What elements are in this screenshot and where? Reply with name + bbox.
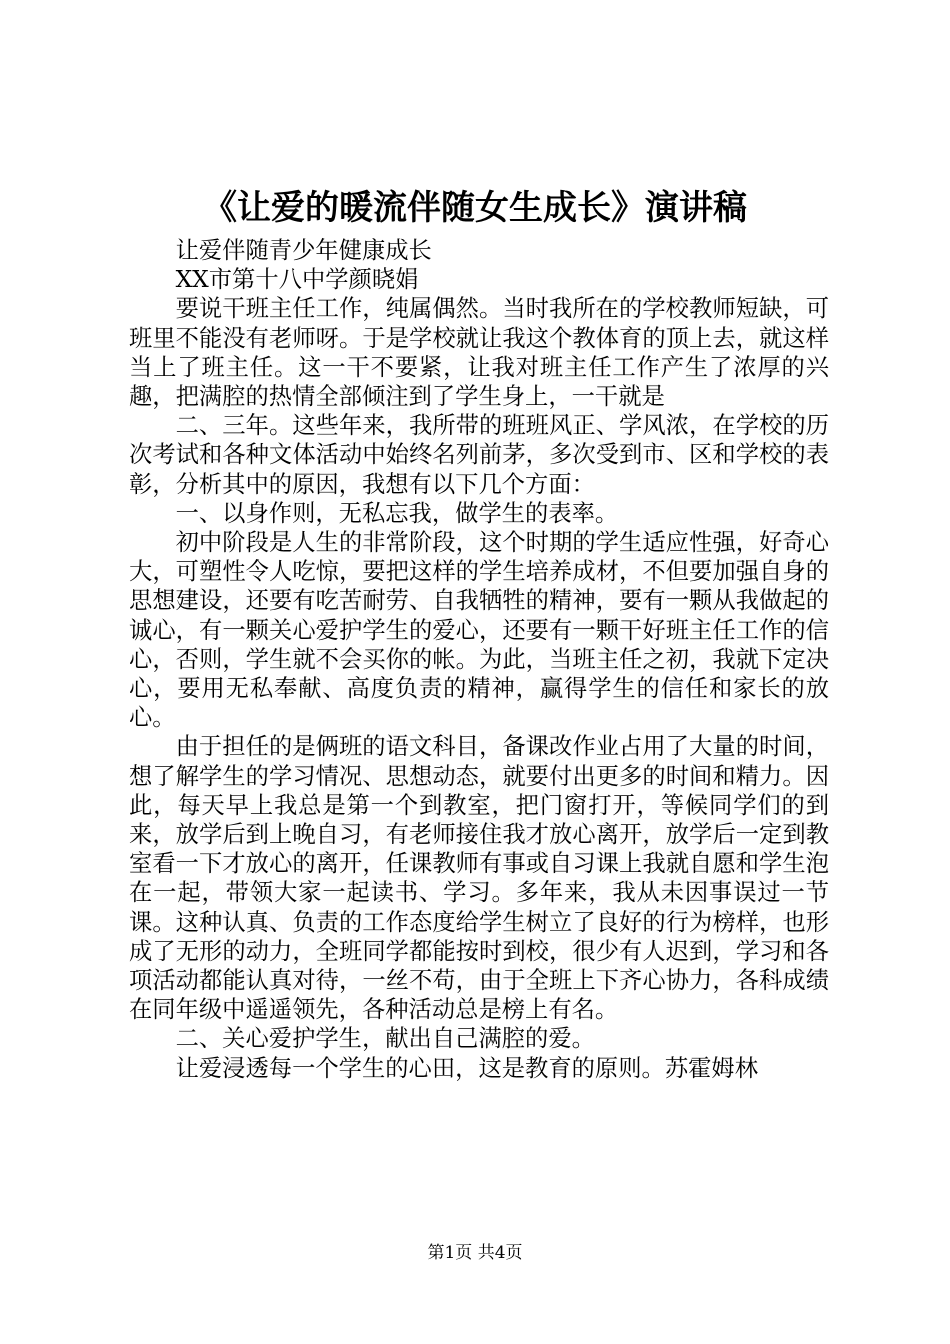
subtitle-paragraph: 让爱伴随青少年健康成长 [175,237,432,264]
document-title: 《让爱的暖流伴随女生成长》演讲稿 [203,188,747,228]
author-paragraph: XX市第十八中学颜晓娟 [175,266,419,294]
body-paragraph: 让爱浸透每一个学生的心田，这是教育的原则。苏霍姆林 [175,1054,759,1082]
body-paragraph: 初中阶段是人生的非常阶段，这个时期的学生适应性强，好奇心大，可塑性令人吃惊，要把这样的学生培养成材，不但要加强自身的思想建设，还要有吃苦耐劳、自我牺牲的精神，要有一颗从我做起的诚心，有一颗关心爱护学生的爱心，还要有一颗干好班主任工作的信心，否则，学生就不会买你的帐。为此，当班主任之初，我就下定决心，要用无私奉献、高度负责的精神，赢得学生的信任和家长的放心。 [129,529,829,732]
section-heading: 一、以身作则，无私忘我，做学生的表率。 [175,499,619,527]
document-body [129,236,829,1083]
body-paragraph: 二、三年。这些年来，我所带的班班风正、学风浓，在学校的历次考试和各种文体活动中始终名列前茅，多次受到市、区和学校的表彰，分析其中的原因，我想有以下几个方面： [129,412,829,498]
body-paragraph: 由于担任的是俩班的语文科目，备课改作业占用了大量的时间，想了解学生的学习情况、思想动态，就要付出更多的时间和精力。因此，每天早上我总是第一个到教室，把门窗打开，等候同学们的到来，放学后到上晚自习，有老师接住我才放心离开，放学后一定到教室看一下才放心的离开，任课教师有事或自习课上我就自愿和学生泡在一起，带领大家一起读书、学习。多年来，我从未因事误过一节课。这种认真、负责的工作态度给学生树立了良好的行为榜样，也形成了无形的动力，全班同学都能按时到校，很少有人迟到，学习和各项活动都能认真对待，一丝不苟，由于全班上下齐心协力，各科成绩在同年级中遥遥领先，各种活动总是榜上有名。 [129,733,829,1024]
body-paragraph: 要说干班主任工作，纯属偶然。当时我所在的学校教师短缺，可班里不能没有老师呀。于是学校就让我这个教体育的顶上去，就这样当上了班主任。这一干不要紧，让我对班主任工作产生了浓厚的兴趣，把满腔的热情全部倾注到了学生身上，一干就是 [129,295,829,411]
page-number-footer: 第1页 共4页 [427,1243,523,1263]
section-heading: 二、关心爱护学生，献出自己满腔的爱。 [175,1025,595,1053]
